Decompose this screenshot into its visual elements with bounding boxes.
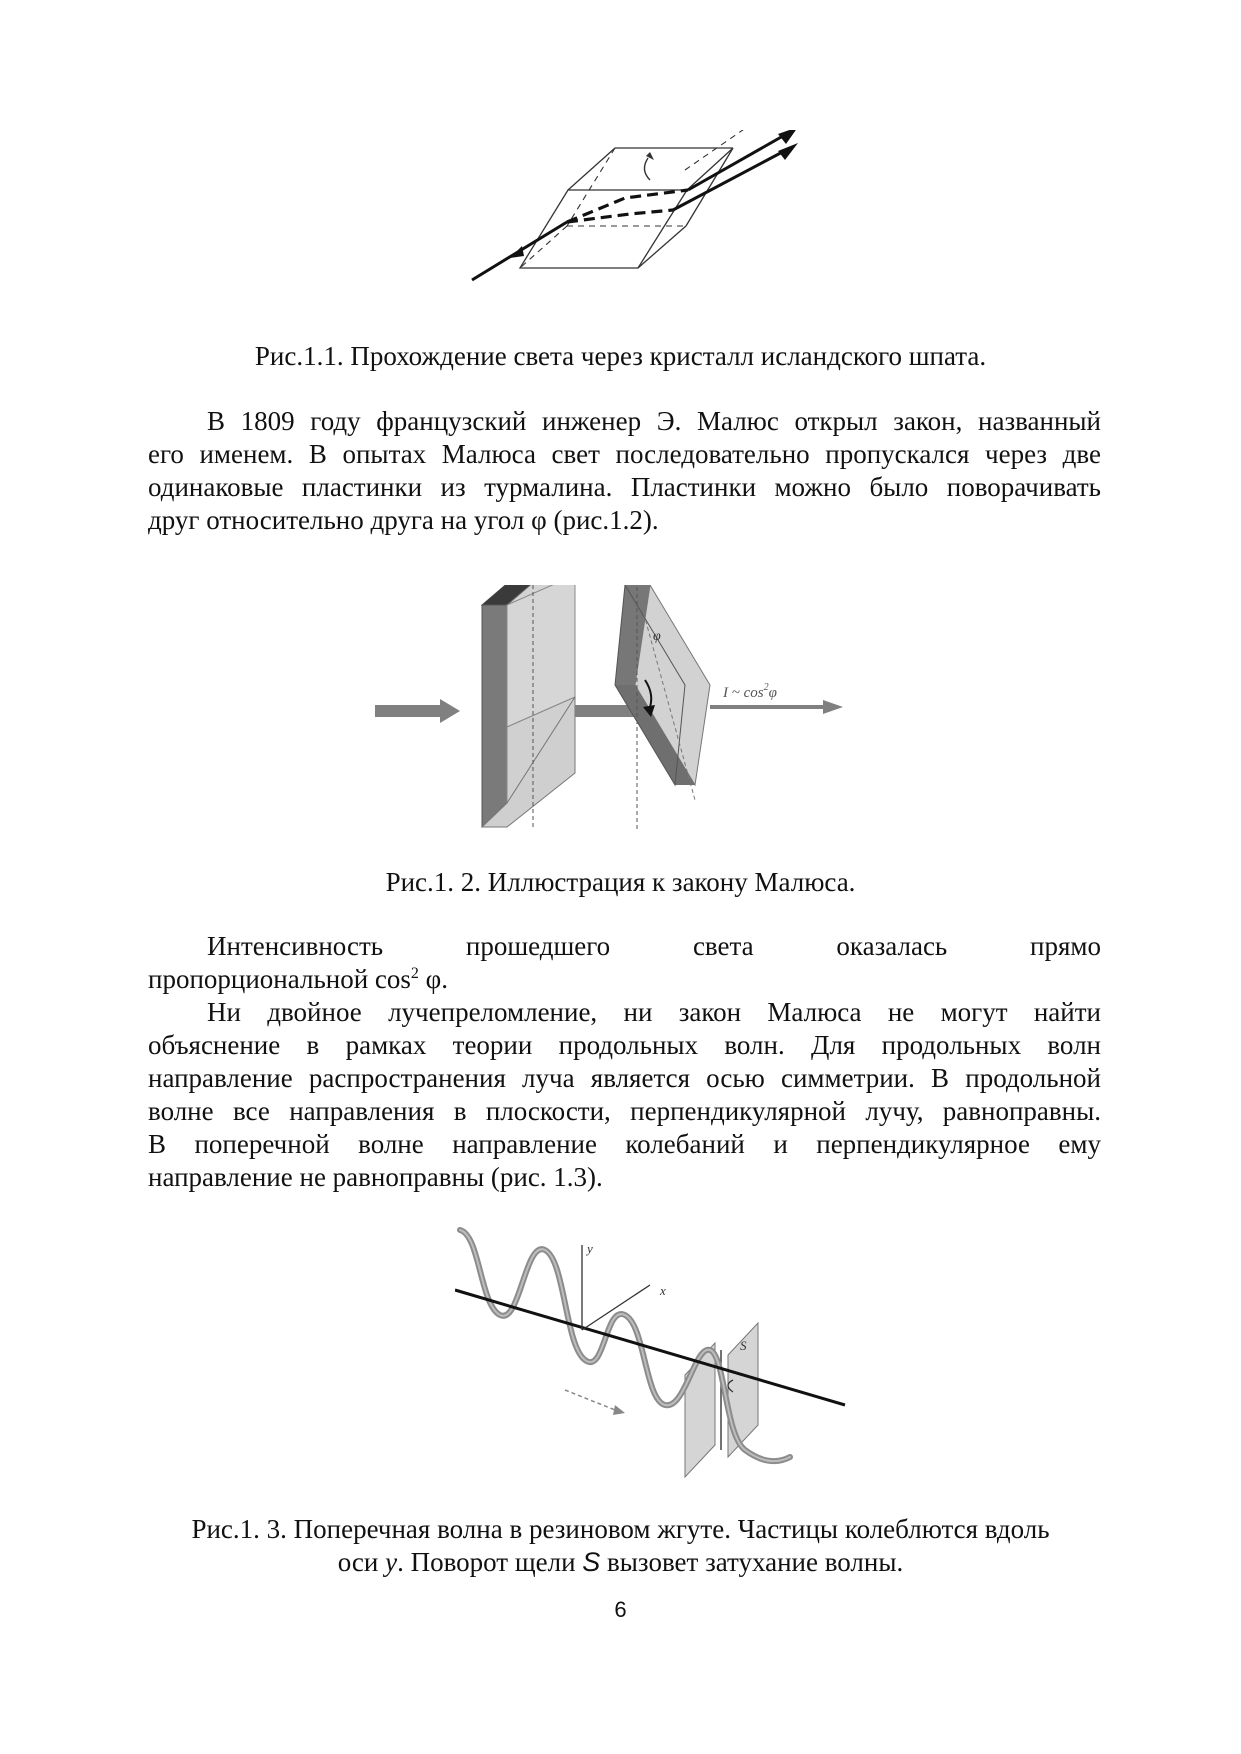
cos-text: пропорциональной cos [148,964,411,994]
paragraph-line [148,963,1101,996]
figure-iceland-spar-crystal [460,130,860,305]
intensity-label-phi: φ [768,685,777,701]
figure-1-3-caption-line-2 [0,1546,1241,1579]
paragraph-malus-experiment [148,405,1101,537]
axis-y-label: y [587,1241,593,1256]
paragraph-line: друг относительно друга на угол φ (рис.1.2). [148,505,659,535]
caption-text: . Поворот щели [397,1547,583,1577]
figure-1-1-caption [0,340,1241,373]
angle-phi-label: φ [653,629,661,644]
phi-text: φ. [418,964,448,994]
caption-text: вызовет затухание волны. [600,1547,904,1577]
paragraph-line: Ни двойное лучепреломление, ни закон Малюса не могут найти [207,997,1101,1027]
cos-exponent: 2 [410,965,419,982]
figure-transverse-wave [455,1225,865,1480]
figure-malus-law [375,585,875,830]
caption-axis-y: y [385,1547,398,1577]
paragraph-intensity [148,930,1101,996]
axis-x-label: x [660,1283,666,1298]
slit-s-label: S [740,1338,747,1353]
caption-text: оси [337,1547,386,1577]
paragraph-line: Интенсивность прошедшего света оказалась прямо [207,931,1101,961]
intensity-label-sup: 2 [763,682,769,693]
intensity-label-text: I ~ cos [723,685,764,701]
figure-1-1-caption-text: Рис.1.1. Прохождение света через кристалл исландского шпата. [254,341,987,371]
page-number: 6 [614,1597,627,1622]
paragraph-line: В 1809 году французский инженер Э. Малюс открыл закон, названный [207,406,1101,436]
figure-1-3-caption-line-1: Рис.1. 3. Поперечная волна в резиновом жгуте. Частицы колеблются вдоль [191,1514,1050,1544]
caption-slit-s: S [582,1547,601,1577]
figure-1-3-caption [0,1513,1241,1579]
figure-1-2-caption [0,866,1241,899]
paragraph-line: волне все направления в плоскости, перпендикулярной лучу, равноправны. [148,1096,1101,1126]
paragraph-line: одинаковые пластинки из турмалина. Пластинки можно было поворачивать [148,472,1101,502]
figure-1-2-caption-text: Рис.1. 2. Иллюстрация к закону Малюса. [385,867,856,897]
paragraph-line: объяснение в рамках теории продольных волн. Для продольных волн [148,1030,1101,1060]
paragraph-line: направление распространения луча является осью симметрии. В продольной [148,1063,1101,1093]
intensity-label [722,682,777,701]
paragraph-transverse-waves [148,996,1101,1194]
paragraph-line: В поперечной волне направление колебаний и перпендикулярное ему [148,1129,1101,1159]
paragraph-line: направление не равноправны (рис. 1.3). [148,1162,603,1192]
paragraph-line: его именем. В опытах Малюса свет последовательно пропускался через две [148,439,1101,469]
